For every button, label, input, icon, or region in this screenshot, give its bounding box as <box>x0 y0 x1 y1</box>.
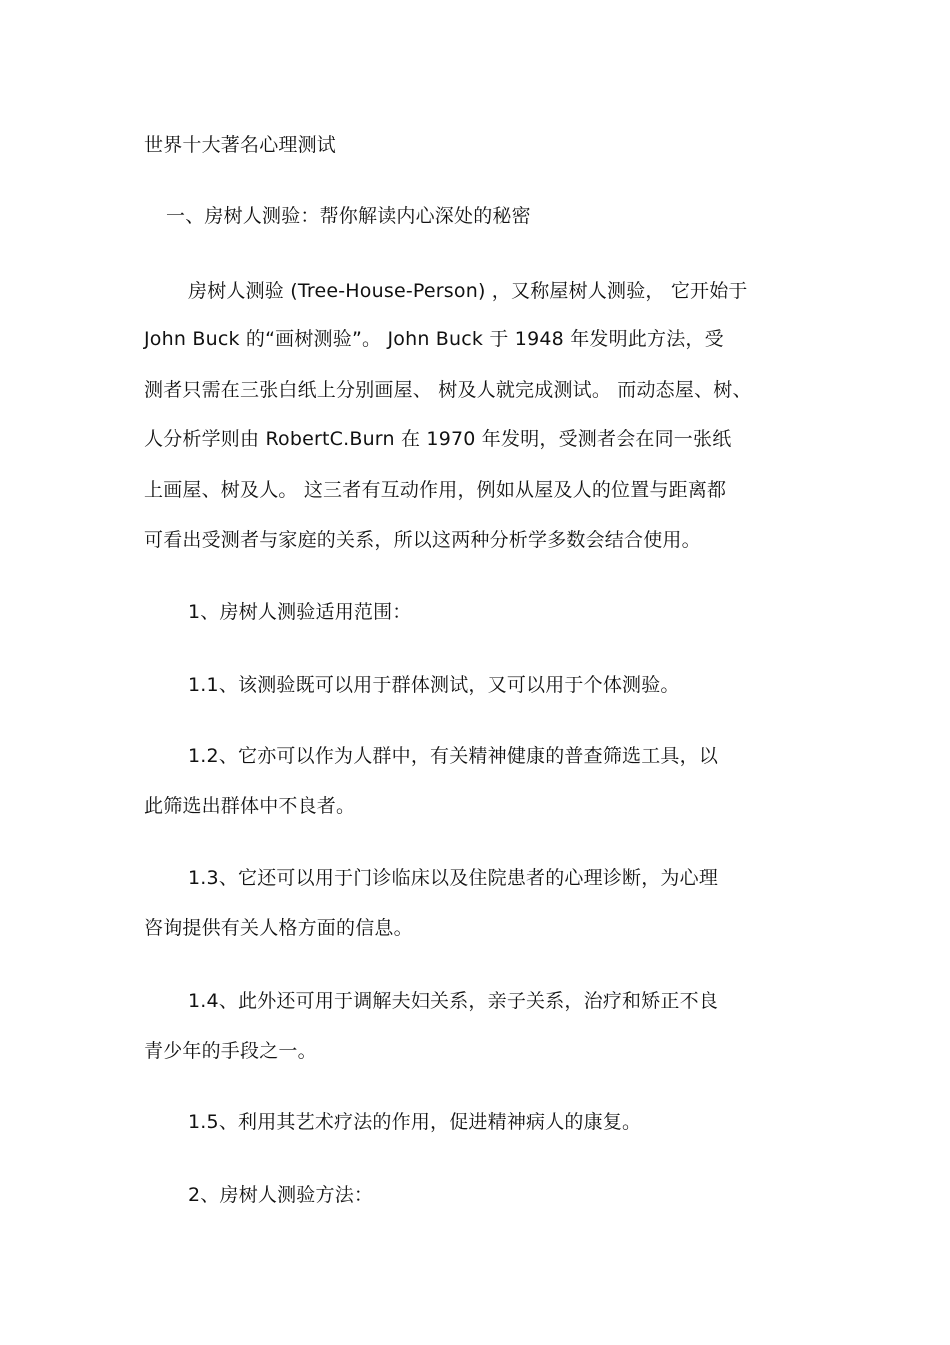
method-heading: 2、房树人测验方法： <box>188 1184 374 1206</box>
scope-item-5-line-1: 1.5、利用其艺术疗法的作用，促进精神病人的康复。 <box>188 1111 642 1133</box>
scope-item-3-line-1: 1.3、它还可以用于门诊临床以及住院患者的心理诊断，为心理 <box>188 867 719 889</box>
intro-line-2: John Buck 的“画树测验”。 John Buck 于 1948 年发明此方法，受 <box>144 328 724 350</box>
scope-heading: 1、房树人测验适用范围： <box>188 601 412 623</box>
intro-line-1: 房树人测验 (Tree-House-Person) ，又称屋树人测验， 它开始于 <box>188 280 748 302</box>
scope-item-2-line-2: 此筛选出群体中不良者。 <box>144 795 356 817</box>
intro-line-6: 可看出受测者与家庭的关系，所以这两种分析学多数会结合使用。 <box>144 529 701 551</box>
document-title: 世界十大著名心理测试 <box>144 134 337 156</box>
scope-item-4-line-1: 1.4、此外还可用于调解夫妇关系，亲子关系，治疗和矫正不良 <box>188 990 719 1012</box>
intro-line-3: 测者只需在三张白纸上分别画屋、 树及人就完成测试。 而动态屋、树、 <box>144 379 752 401</box>
section-heading: 一、房树人测验：帮你解读内心深处的秘密 <box>166 205 531 227</box>
scope-item-4-line-2: 青少年的手段之一。 <box>144 1040 317 1062</box>
scope-item-2-line-1: 1.2、它亦可以作为人群中，有关精神健康的普查筛选工具，以 <box>188 745 719 767</box>
scope-item-3-line-2: 咨询提供有关人格方面的信息。 <box>144 917 413 939</box>
intro-line-4: 人分析学则由 RobertC.Burn 在 1970 年发明，受测者会在同一张纸 <box>144 428 732 450</box>
intro-line-5: 上画屋、树及人。 这三者有互动作用，例如从屋及人的位置与距离都 <box>144 479 727 501</box>
scope-item-1-line-1: 1.1、该测验既可以用于群体测试，又可以用于个体测验。 <box>188 674 680 696</box>
